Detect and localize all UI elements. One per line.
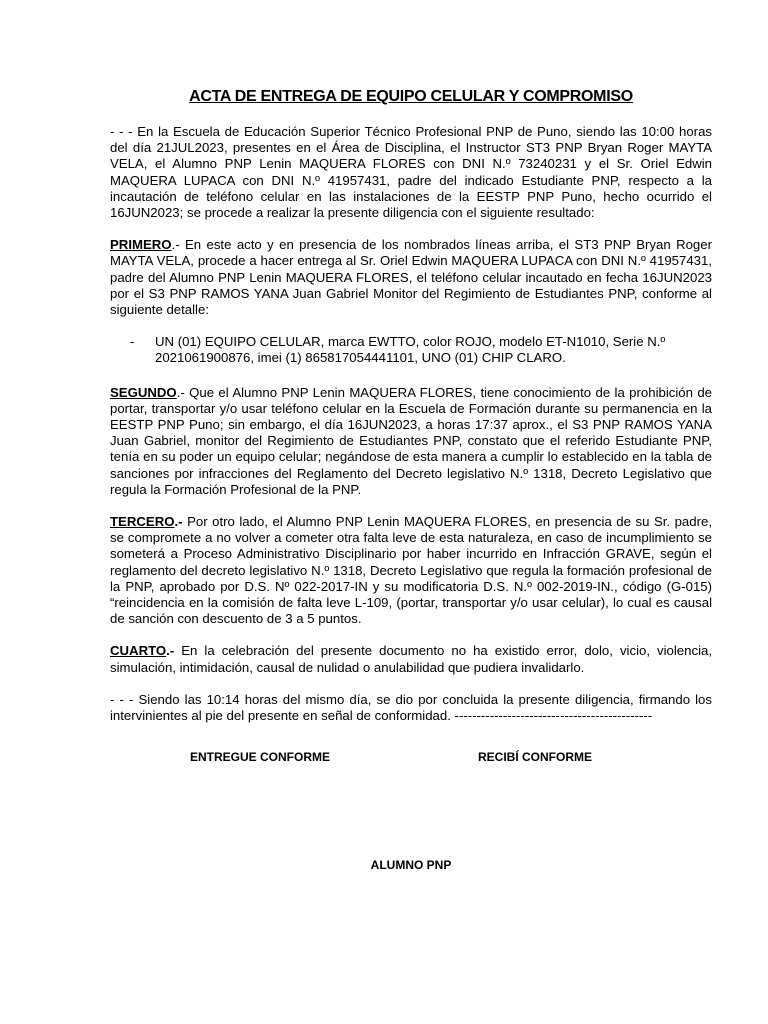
- tercero-paragraph: [110, 514, 712, 627]
- tercero-separator: .-: [174, 514, 183, 530]
- signature-row: [110, 750, 712, 764]
- primero-paragraph: [110, 237, 712, 318]
- segundo-label: SEGUNDO: [110, 384, 177, 400]
- tercero-label: TERCERO: [110, 514, 175, 530]
- equipment-detail: UN (01) EQUIPO CELULAR, marca EWTTO, color ROJO, modelo ET-N1010, Serie N.º 2021061900876, imei (1) 865817054441101, UNO (01) CHIP CLARO.: [155, 334, 666, 366]
- segundo-text: .- Que el Alumno PNP Lenin MAQUERA FLORES, tiene conocimiento de la prohibición de portar, transportar y/o usar teléfono celular en la Escuela de Formación durante su permanencia en la EESTP PNP Puno; sin embargo, el día 16JUN2023, a horas 17:37 aprox., el S3 PNP RAMOS YANA Juan Gabriel, monitor del Regimiento de Estudiantes PNP, constato que el referido Estudiante PNP, tenía en su poder un equipo celular; negándose de esta manera a cumplir lo establecido en la tabla de sanciones por infracciones del Reglamento del Decreto legislativo N.º 1318, Decreto Legislativo que regula la Formación Profesional de la PNP.: [110, 384, 712, 497]
- segundo-paragraph: [110, 385, 712, 498]
- cuarto-text: En la celebración del presente documento no ha existido error, dolo, vicio, violencia, simulación, intimidación, causal de nulidad o anulabilidad que pudiera invalidarlo.: [110, 643, 712, 675]
- tercero-text: Por otro lado, el Alumno PNP Lenin MAQUERA FLORES, en presencia de su Sr. padre, se compromete a no volver a cometer otra falta leve de esta naturaleza, en caso de incumplimiento se someterá a Proceso Administrativo Disciplinario por haber incurrido en Infracción GRAVE, según el reglamento del decreto legislativo N.º 1318, Decreto Legislativo que regula la formación profesional de la PNP, aprobado por D.S. Nº 022-2017-IN y su modificatoria D.S. N.º 002-2019-IN., código (G-015) “reincidencia en la comisión de falta leve L-109, (portar, transportar y/o usar celular), lo cual es causal de sanción con descuento de 3 a 5 puntos.: [110, 514, 712, 627]
- closing-paragraph: - - - Siendo las 10:14 horas del mismo día, se dio por concluida la presente diligencia, firmando los intervinientes al pie del presente en señal de conformidad. ---------------------------------------------: [110, 691, 712, 724]
- cuarto-separator: .-: [166, 643, 175, 659]
- primero-text: .- En este acto y en presencia de los nombrados líneas arriba, el ST3 PNP Bryan Roger MAYTA VELA, procede a hacer entrega al Sr. Oriel Edwin MAQUERA LUPACA con DNI N.º 41957431, padre del Alumno PNP Lenin MAQUERA FLORES, el teléfono celular incautado en fecha 16JUN2023 por el S3 PNP RAMOS YANA Juan Gabriel Monitor del Regimiento de Estudiantes PNP, conforme al siguiente detalle:: [110, 237, 712, 318]
- cuarto-paragraph: [110, 643, 712, 675]
- intro-paragraph: - - - En la Escuela de Educación Superior Técnico Profesional PNP de Puno, siendo las 10:00 horas del día 21JUL2023, presentes en el Área de Disciplina, el Instructor ST3 PNP Bryan Roger MAYTA VELA, el Alumno PNP Lenin MAQUERA FLORES con DNI N.º 73240231 y el Sr. Oriel Edwin MAQUERA LUPACA con DNI N.º 41957431, padre del indicado Estudiante PNP, respecto a la incautación de teléfono celular en las instalaciones de la EESTP PNP Puno, hecho ocurrido el 16JUN2023; se procede a realizar la presente diligencia con el siguiente resultado:: [110, 124, 712, 221]
- document-title: ACTA DE ENTREGA DE EQUIPO CELULAR Y COMPROMISO: [189, 88, 633, 105]
- cuarto-label: CUARTO: [110, 643, 167, 659]
- signature-left-label: ENTREGUE CONFORME: [190, 750, 331, 765]
- signature-bottom-label: ALUMNO PNP: [370, 858, 452, 873]
- equipment-list-item: [130, 334, 712, 366]
- primero-label: PRIMERO: [110, 237, 172, 253]
- bullet-dash: -: [130, 334, 135, 350]
- signature-right-label: RECIBÍ CONFORME: [478, 750, 592, 765]
